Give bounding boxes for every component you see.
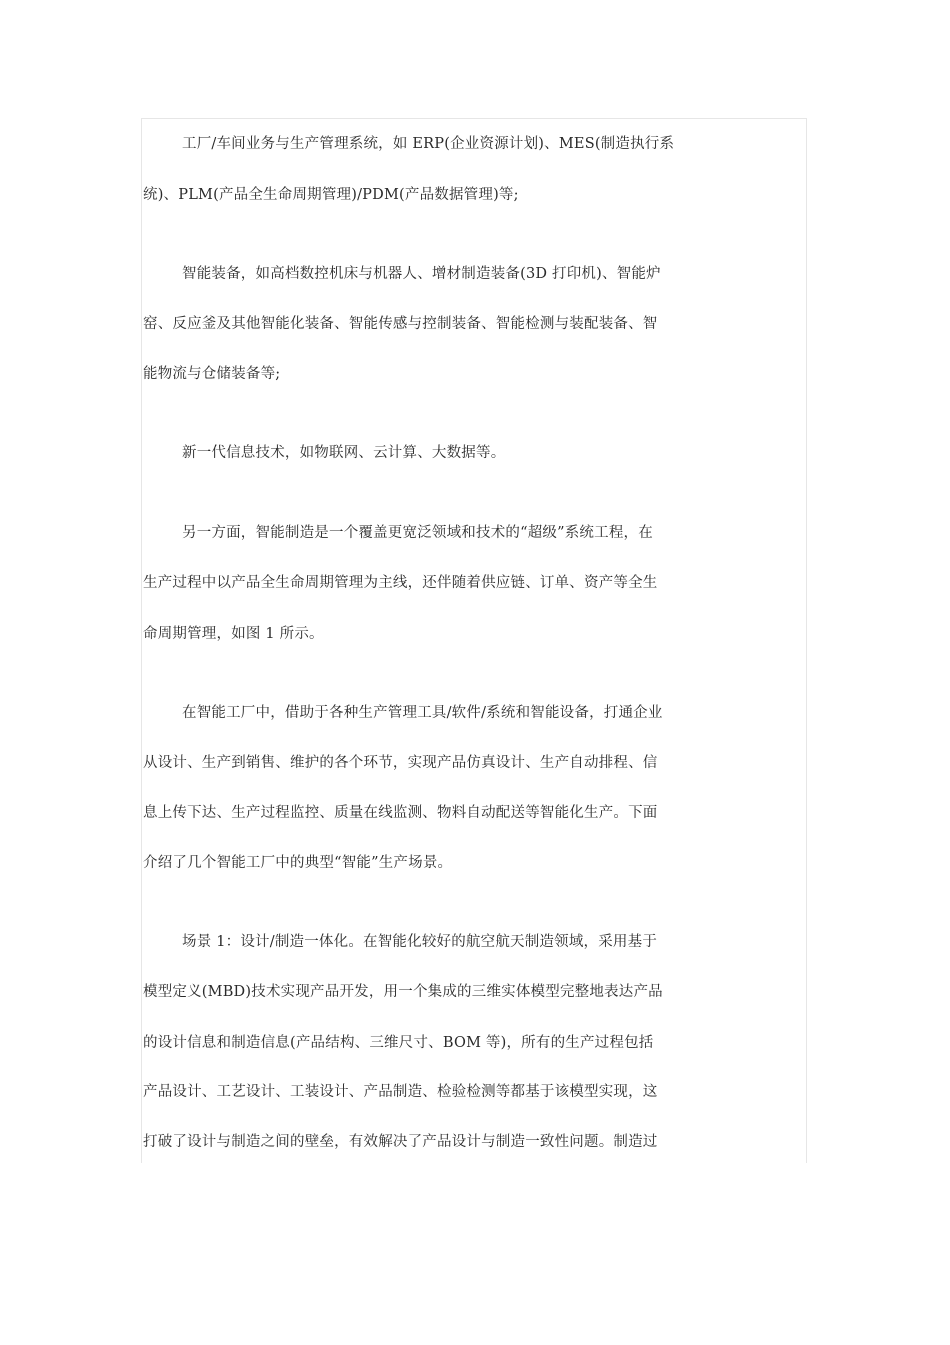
paragraph-2-line-3: 能物流与仓储装备等; [143,366,281,382]
paragraph-6-line-2: 模型定义(MBD)技术实现产品开发，用一个集成的三维实体模型完整地表达产品 [143,984,663,1000]
paragraph-5-line-4: 介绍了几个智能工厂中的典型“智能”生产场景。 [143,855,453,871]
paragraph-2-line-2: 窑、反应釜及其他智能化装备、智能传感与控制装备、智能检测与装配装备、智 [143,316,658,332]
paragraph-6-line-4: 产品设计、工艺设计、工装设计、产品制造、检验检测等都基于该模型实现，这 [143,1084,658,1100]
paragraph-5-line-1: 在智能工厂中，借助于各种生产管理工具/软件/系统和智能设备，打通企业 [182,705,663,721]
paragraph-1-line-2: 统)、PLM(产品全生命周期管理)/PDM(产品数据管理)等; [143,187,519,203]
paragraph-6-line-1: 场景 1：设计/制造一体化。在智能化较好的航空航天制造领域，采用基于 [182,934,658,950]
paragraph-4-line-3: 命周期管理，如图 1 所示。 [143,626,324,642]
paragraph-1-line-1: 工厂/车间业务与生产管理系统，如 ERP(企业资源计划)、MES(制造执行系 [182,136,675,152]
paragraph-3-line-1: 新一代信息技术，如物联网、云计算、大数据等。 [182,445,506,461]
paragraph-5-line-2: 从设计、生产到销售、维护的各个环节，实现产品仿真设计、生产自动排程、信 [143,755,658,771]
paragraph-5-line-3: 息上传下达、生产过程监控、质量在线监测、物料自动配送等智能化生产。下面 [143,805,658,821]
paragraph-6-line-5: 打破了设计与制造之间的壁垒，有效解决了产品设计与制造一致性问题。制造过 [143,1134,658,1150]
paragraph-4-line-1: 另一方面，智能制造是一个覆盖更宽泛领域和技术的“超级”系统工程，在 [182,525,653,541]
paragraph-2-line-1: 智能装备，如高档数控机床与机器人、增材制造装备(3D 打印机)、智能炉 [182,266,661,282]
paragraph-6-line-3: 的设计信息和制造信息(产品结构、三维尺寸、BOM 等)，所有的生产过程包括 [143,1035,654,1051]
paragraph-4-line-2: 生产过程中以产品全生命周期管理为主线，还伴随着供应链、订单、资产等全生 [143,575,658,591]
